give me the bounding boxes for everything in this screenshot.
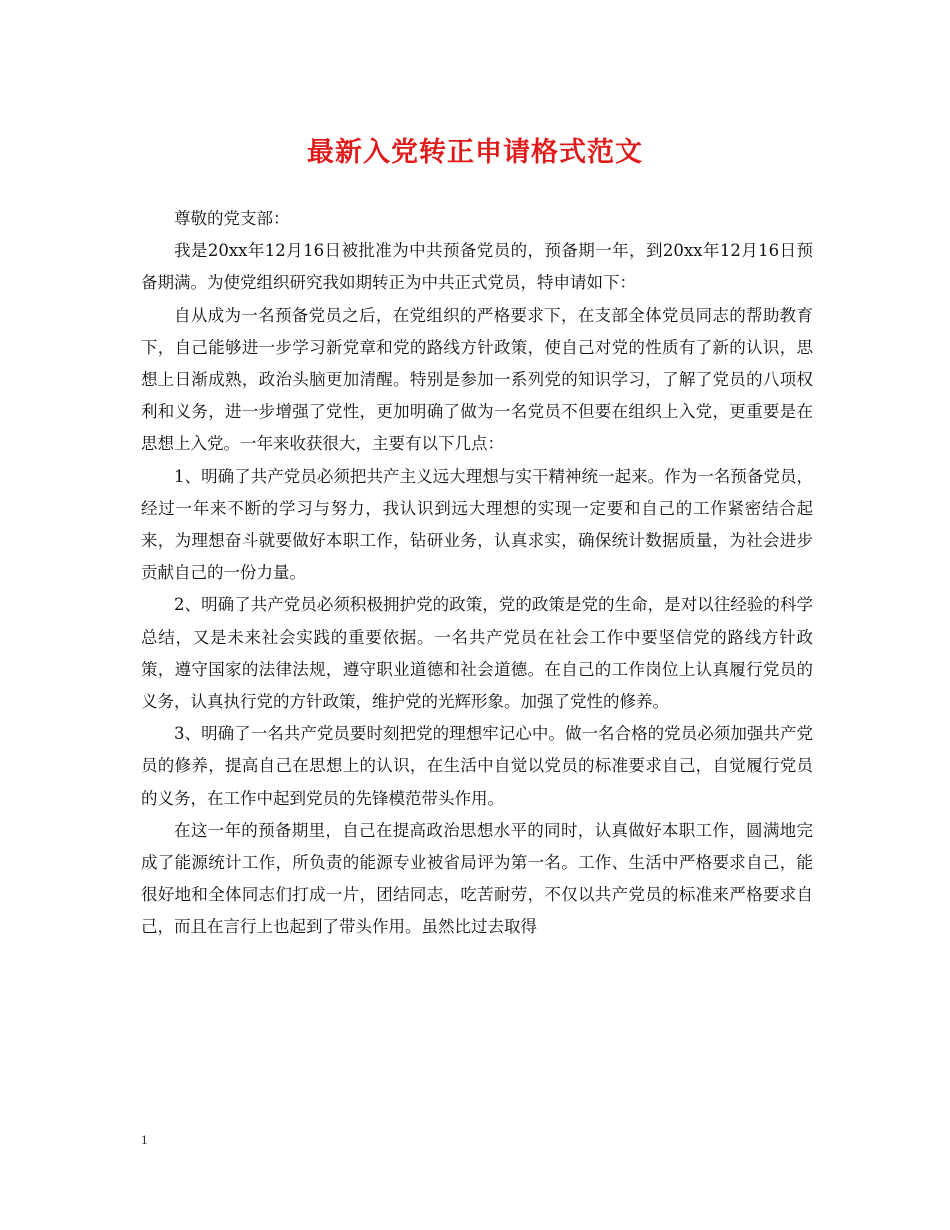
- paragraph-work-summary: 在这一年的预备期里，自己在提高政治思想水平的同时，认真做好本职工作，圆满地完成了能源统计工作，所负责的能源专业被省局评为第一名。工作、生活中严格要求自己，能很好地和全体同志们打成一片，团结同志，吃苦耐劳，不仅以共产党员的标准来严格要求自己，而且在言行上也起到了带头作用。虽然比过去取得: [141, 820, 813, 937]
- paragraph-point-3: 3、明确了一名共产党员要时刻把党的理想牢记心中。做一名合格的党员必须加强共产党员的修养，提高自己在思想上的认识，在生活中自觉以党员的标准要求自己，自觉履行党员的义务，在工作中起到党员的先锋模范带头作用。: [141, 724, 813, 808]
- page-number: 1: [141, 1132, 148, 1147]
- document-title: 最新入党转正申请格式范文: [307, 137, 643, 168]
- salutation: 尊敬的党支部：: [174, 209, 290, 228]
- paragraph-reflection: 自从成为一名预备党员之后，在党组织的严格要求下，在支部全体党员同志的帮助教育下，自己能够进一步学习新党章和党的路线方针政策，使自己对党的性质有了新的认识，思想上日渐成熟，政治头脑更加清醒。特别是参加一系列党的知识学习，了解了党员的八项权利和义务，进一步增强了党性，更加明确了做为一名党员不但要在组织上入党，更重要是在思想上入党。一年来收获很大，主要有以下几点：: [141, 305, 813, 454]
- paragraph-point-2: 2、明确了共产党员必须积极拥护党的政策，党的政策是党的生命，是对以往经验的科学总结，又是未来社会实践的重要依据。一名共产党员在社会工作中要坚信党的路线方针政策，遵守国家的法律法规，遵守职业道德和社会道德。在自己的工作岗位上认真履行党员的义务，认真执行党的方针政策，维护党的光辉形象。加强了党性的修养。: [141, 595, 813, 712]
- document-body: [141, 203, 813, 944]
- paragraph-point-1: 1、明确了共产党员必须把共产主义远大理想与实干精神统一起来。作为一名预备党员，经过一年来不断的学习与努力，我认识到远大理想的实现一定要和自己的工作紧密结合起来，为理想奋斗就要做好本职工作，钻研业务，认真求实，确保统计数据质量，为社会进步贡献自己的一份力量。: [141, 466, 813, 583]
- paragraph-intro: 我是20xx年12月16日被批准为中共预备党员的，预备期一年，到20xx年12月16日预备期满。为使党组织研究我如期转正为中共正式党员，特申请如下：: [141, 241, 813, 293]
